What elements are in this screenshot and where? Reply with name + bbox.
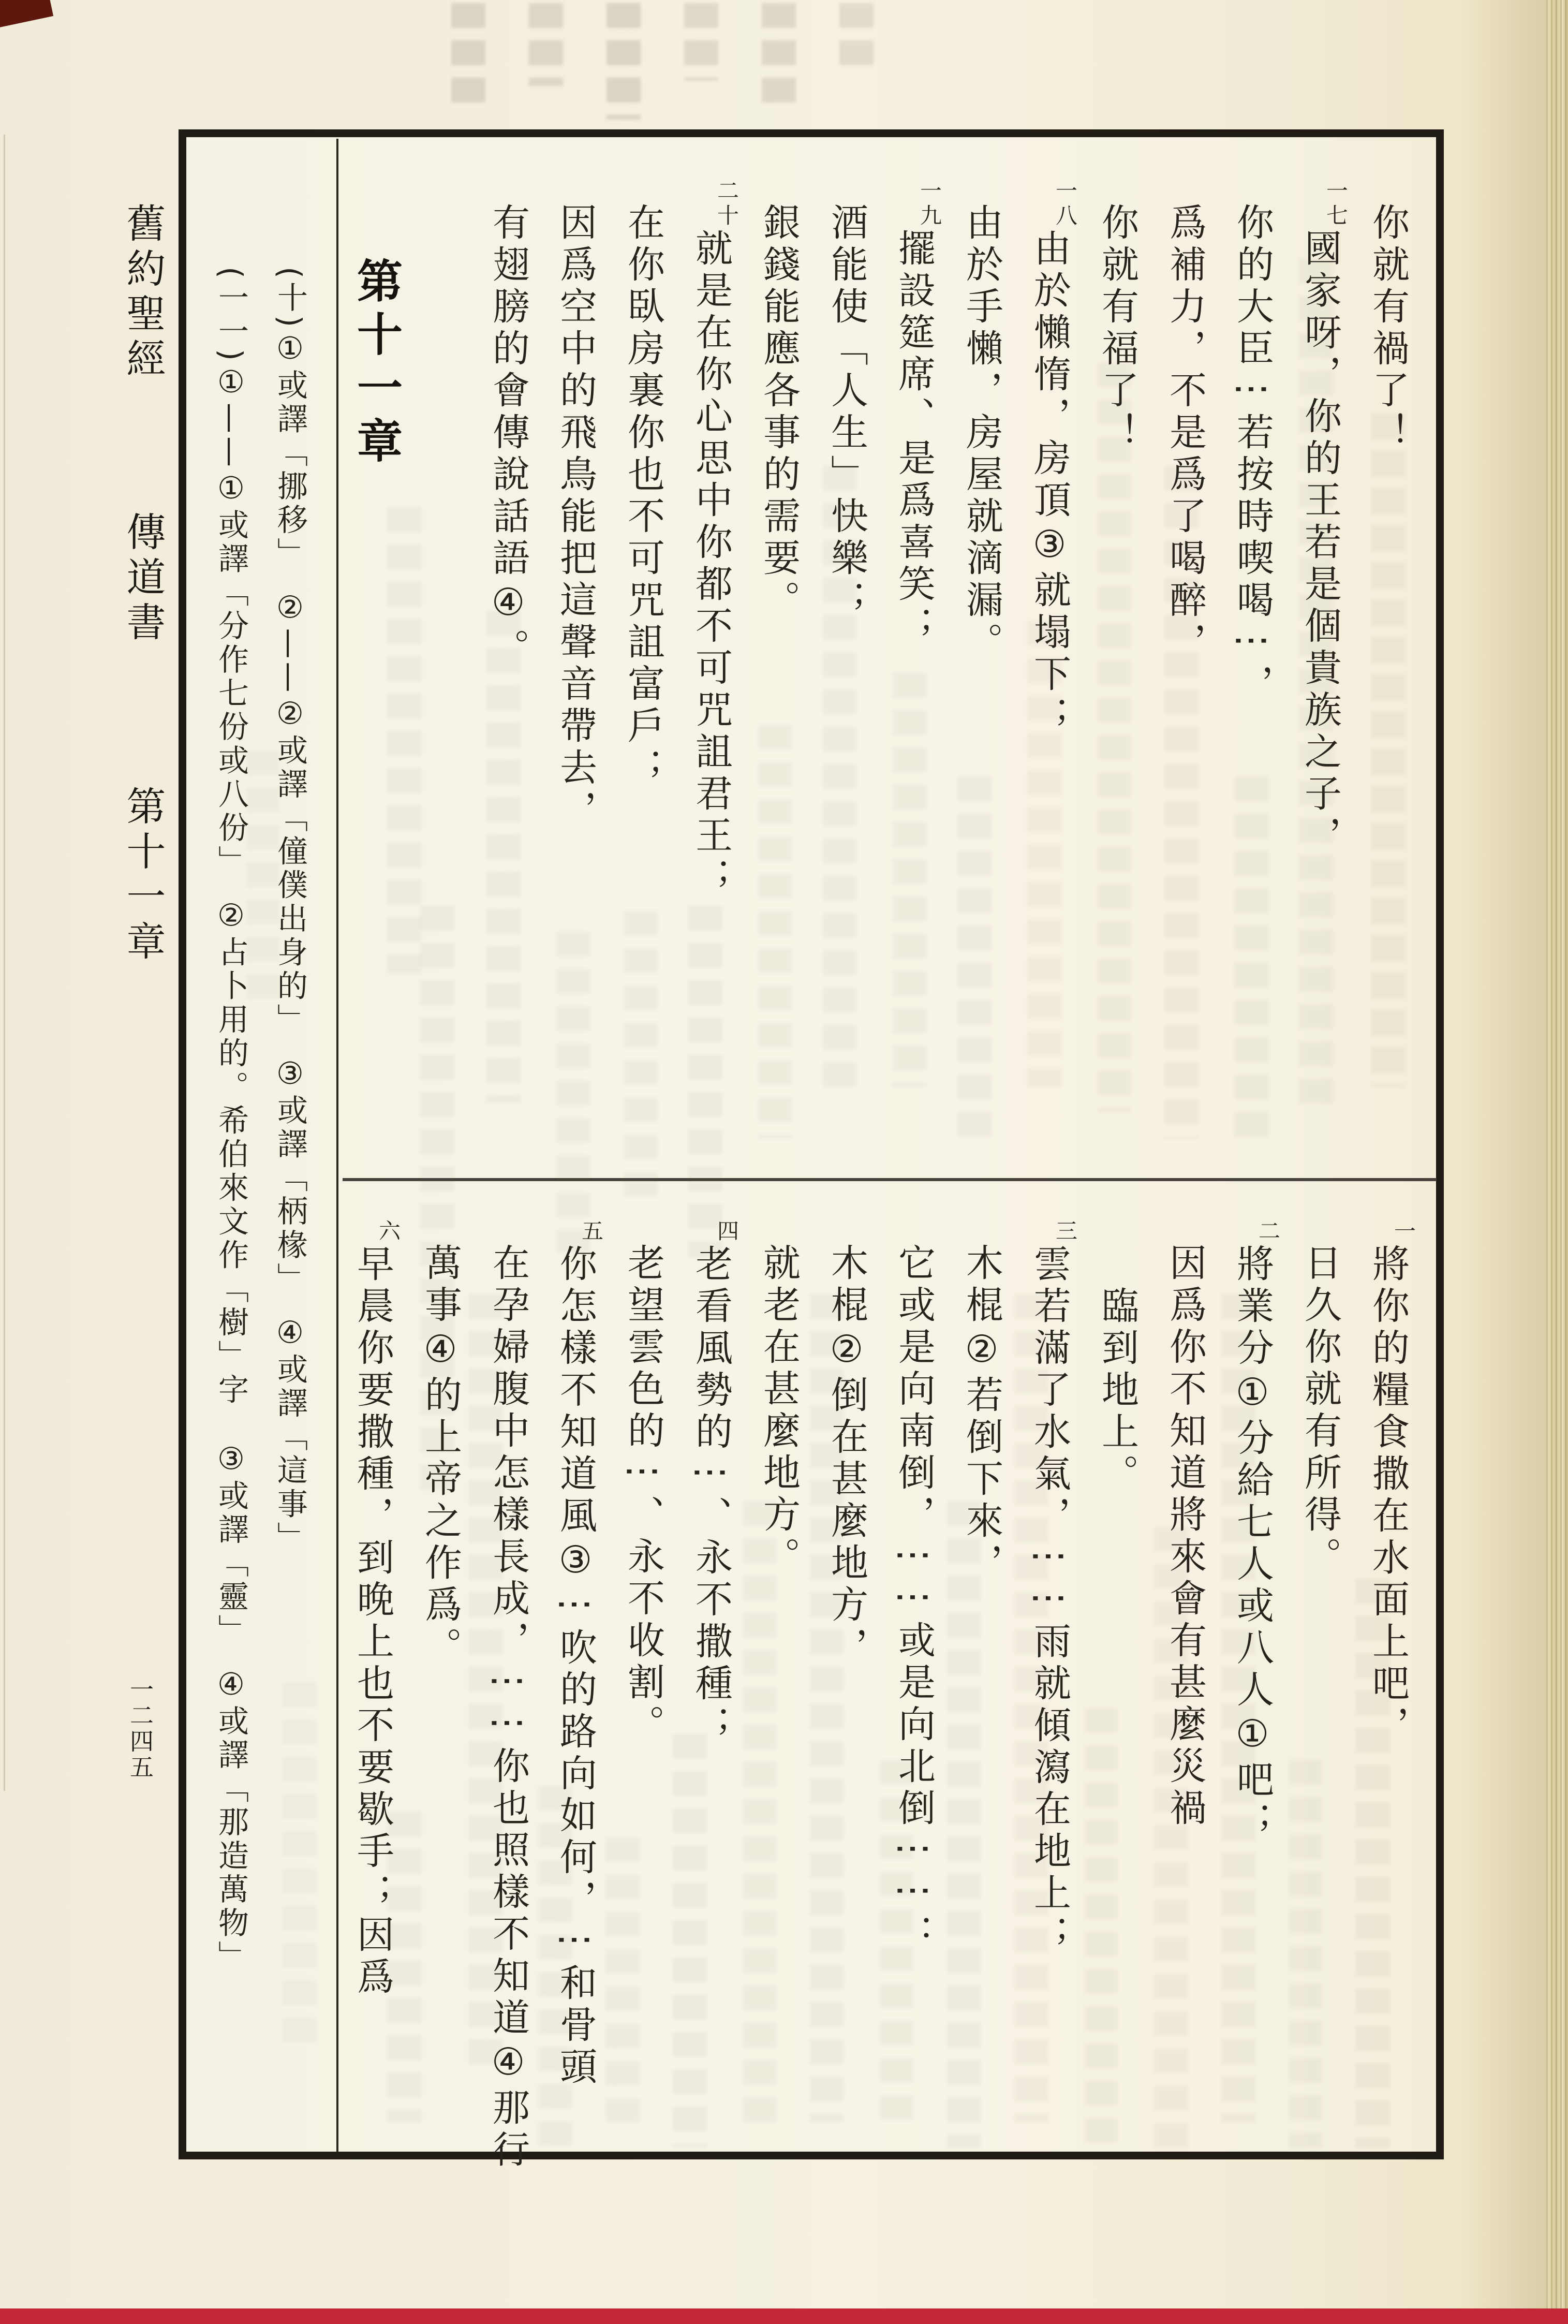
bleed-through-ghost <box>420 906 454 1501</box>
verse-text: 你就有禍了！ <box>1366 203 1410 454</box>
verse-column <box>758 203 800 622</box>
bleed-through-ghost <box>839 3 874 65</box>
verse-column <box>1231 203 1274 706</box>
bleed-through-ghost <box>823 466 857 1087</box>
verse-text: 萬事④的上帝之作爲。 <box>419 1243 462 1669</box>
verse-text: 雲若滿了水氣，⋮⋮雨就傾瀉在地上； <box>1028 1244 1071 1957</box>
verse-number-marker: 五 <box>579 1219 604 1244</box>
margin-book-title: 舊約聖經 <box>120 203 166 383</box>
verse-text: 有翅膀的會傳說話語④。 <box>486 203 530 670</box>
bleed-through-ghost <box>758 725 792 1139</box>
bleed-through-ghost <box>688 906 722 1258</box>
verse-column <box>689 1219 739 1747</box>
red-stained-page-edge <box>0 2308 1568 2324</box>
verse-text: 木棍②若倒下來， <box>960 1243 1003 1585</box>
verse-column <box>960 203 1003 664</box>
bleed-through-ghost <box>624 911 658 1201</box>
verse-text: 就老在甚麼地方。 <box>757 1243 801 1579</box>
bleed-through-ghost <box>387 1812 421 2122</box>
bleed-through-ghost <box>1221 1294 1255 2122</box>
chapter-heading: 第十一章 <box>350 257 403 470</box>
verse-column <box>554 203 597 832</box>
margin-chapter-label: 第十一章 <box>120 786 166 966</box>
verse-text: 由於懶惰，房頂③就塌下； <box>1028 229 1071 738</box>
bleed-through-ghost <box>673 1734 707 2148</box>
bleed-through-ghost <box>605 1837 640 2122</box>
bleed-through-ghost <box>538 1786 572 2148</box>
bleed-through-ghost <box>1027 621 1061 1087</box>
verse-text: 由於手懶，房屋就滴漏。 <box>960 203 1003 664</box>
bleed-through-ghost <box>957 776 992 1139</box>
bleed-through-ghost <box>1299 259 1333 1113</box>
verse-column <box>487 203 529 670</box>
verse-text: 將業分①分給七人或八人①吧； <box>1231 1244 1274 1844</box>
verse-text: 你的大臣⋮若按時喫喝⋮， <box>1231 203 1274 706</box>
verse-number-marker: 一七 <box>1323 179 1349 229</box>
bleed-through-ghost <box>607 3 641 120</box>
bleed-through-ghost <box>1154 1527 1188 2148</box>
verse-column <box>892 179 942 648</box>
bleed-through-ghost <box>810 1294 844 2122</box>
page-curve-shadow <box>1465 0 1546 2308</box>
bleed-through-ghost <box>947 1501 981 2148</box>
page-number: 一二四五 <box>126 1677 154 1781</box>
margin-section-title: 傳道書 <box>120 511 166 646</box>
verse-text: 就是在你心思中你都不可咒詛君王； <box>689 229 733 900</box>
verse-number-marker: 一九 <box>917 179 942 229</box>
verse-text: 你怎樣不知道風③⋮吹的路向如何，⋮和骨頭 <box>554 1244 597 2089</box>
verse-number-marker: 一 <box>1391 1219 1416 1244</box>
bleed-through-ghost <box>486 611 521 1102</box>
verse-text: 早晨你要撒種，到晚上也不要歇手；因爲 <box>351 1244 394 1999</box>
bleed-through-ghost <box>1014 1294 1048 2122</box>
verse-text: 爲補力，不是爲了喝醉， <box>1163 203 1207 664</box>
cover-corner <box>0 0 53 29</box>
verse-column <box>622 1243 664 1746</box>
verse-text: 擺設筵席、是爲喜笑； <box>892 229 936 648</box>
bleed-through-ghost <box>282 1682 316 2044</box>
bleed-through-ghost <box>1356 1579 1390 2148</box>
verse-text: 國家呀，你的王若是個貴族之子， <box>1298 229 1342 858</box>
verse-text: 老望雲色的⋮、永不收割。 <box>622 1243 665 1746</box>
bleed-through-ghost <box>529 3 563 86</box>
footnote-chapter10: (十)①或譯「挪移」 ②——②或譯「僮僕出身的」 ③或譯「柄椽」 ④或譯「這事」 <box>272 267 308 1555</box>
verse-text: 你就有福了！ <box>1096 203 1139 454</box>
bleed-through-ghost <box>743 1501 777 2122</box>
bleed-through-ghost <box>1097 362 1131 1113</box>
block-divider-rule <box>343 1178 1437 1181</box>
verse-text: 日久你就有所得。 <box>1298 1243 1342 1579</box>
verse-text: 臨到地上。 <box>1096 1286 1139 1496</box>
verse-text: 酒能使「人生」快樂； <box>825 203 868 622</box>
verse-number-marker: 二十 <box>714 179 739 229</box>
bleed-through-ghost <box>387 507 421 973</box>
bleed-through-ghost <box>1164 466 1199 1139</box>
verse-number-marker: 四 <box>714 1219 739 1244</box>
bleed-through-ghost <box>1371 414 1406 1087</box>
bleed-through-ghost <box>880 1760 914 2122</box>
verse-text: 它或是向南倒，⋮⋮或是向北倒⋮⋮： <box>892 1243 936 1956</box>
bleed-through-ghost <box>1289 1760 1323 2148</box>
verse-text: 因爲空中的飛鳥能把這聲音帶去， <box>554 203 597 832</box>
verse-text: 在你臥房裏你也不可咒詛富戶； <box>622 203 665 790</box>
footnote-chapter11: (一一)①——①或譯「分作七份或八份」 ②占卜用的。希伯來文作「樹」字 ③或譯「靈」 ④或譯「那造萬物」 <box>213 267 249 1975</box>
verse-column <box>689 179 739 900</box>
bleed-through-ghost <box>468 1294 502 2070</box>
bleed-through-ghost <box>1234 776 1268 1139</box>
verse-text: 將你的糧食撒在水面上吧， <box>1366 1244 1410 1747</box>
page-stack-edge <box>1546 0 1568 2308</box>
verse-text: 木棍②倒在甚麼地方， <box>825 1243 868 1669</box>
verse-number-marker: 一八 <box>1053 179 1078 229</box>
bleed-through-ghost <box>684 3 718 81</box>
bleed-through-ghost <box>451 3 485 107</box>
verse-text: 銀錢能應各事的需要。 <box>757 203 801 622</box>
verse-text: 老看風勢的⋮、永不撒種； <box>689 1244 733 1747</box>
verse-column <box>622 203 664 790</box>
bleed-through-ghost <box>246 751 280 1009</box>
verse-number-marker: 三 <box>1053 1219 1078 1244</box>
footnote-separator-rule <box>336 139 338 2152</box>
verse-text: 因爲你不知道將來會有甚麼災禍 <box>1163 1243 1207 1830</box>
bleed-through-ghost <box>556 932 590 1253</box>
verse-column <box>1096 1286 1138 1496</box>
verse-number-marker: 六 <box>376 1219 401 1244</box>
left-scan-line <box>4 135 5 1791</box>
bleed-through-ghost <box>1084 1708 1118 2148</box>
verse-number-marker: 二 <box>1255 1219 1281 1244</box>
bleed-through-ghost <box>762 3 796 109</box>
verse-text: 在孕婦腹中怎樣長成，⋮⋮你也照樣不知道④那行 <box>486 1243 530 2172</box>
verse-column <box>1299 1243 1341 1579</box>
bleed-through-ghost <box>893 673 927 1087</box>
